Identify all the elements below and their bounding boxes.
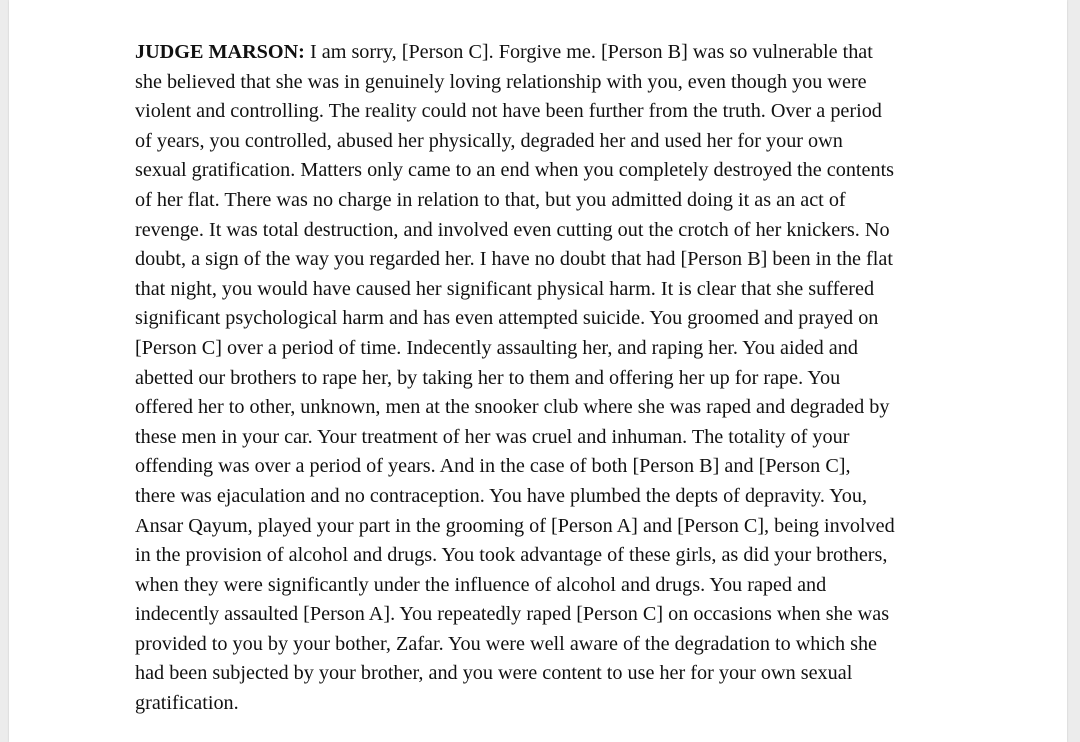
text-line: that night, you would have caused her significant physical harm. It is clear that she suffered (135, 277, 875, 300)
text-line: of years, you controlled, abused her physically, degraded her and used her for your own (135, 129, 843, 152)
line-text: I am sorry, [Person C]. Forgive me. [Person B] was so vulnerable that (304, 41, 873, 63)
text-line: revenge. It was total destruction, and involved even cutting out the crotch of her knickers. No (135, 218, 890, 241)
text-line: significant psychological harm and has even attempted suicide. You groomed and prayed on (135, 307, 879, 330)
text-line: of her flat. There was no charge in relation to that, but you admitted doing it as an act of (135, 188, 846, 211)
text-line: sexual gratification. Matters only came to an end when you completely destroyed the contents (135, 159, 895, 182)
text-line: provided to you by your bother, Zafar. You were well aware of the degradation to which she (135, 632, 877, 655)
text-line: these men in your car. Your treatment of her was cruel and inhuman. The totality of your (135, 425, 850, 448)
transcript-paragraph (135, 38, 965, 719)
text-line: gratification. (135, 692, 239, 715)
text-line: she believed that she was in genuinely loving relationship with you, even though you were (135, 70, 867, 93)
text-line (135, 38, 965, 68)
text-line: violent and controlling. The reality could not have been further from the truth. Over a period (135, 100, 882, 123)
document-page (9, 0, 1067, 742)
text-line: offered her to other, unknown, men at the snooker club where she was raped and degraded by (135, 396, 890, 419)
text-line: there was ejaculation and no contraception. You have plumbed the depts of depravity. You, (135, 484, 867, 507)
text-line: had been subjected by your brother, and you were content to use her for your own sexual (135, 662, 853, 685)
text-line: when they were significantly under the influence of alcohol and drugs. You raped and (135, 573, 827, 596)
text-line: [Person C] over a period of time. Indecently assaulting her, and raping her. You aided and (135, 336, 858, 359)
text-line: doubt, a sign of the way you regarded her. I have no doubt that had [Person B] been in the flat (135, 248, 893, 271)
text-line: in the provision of alcohol and drugs. You took advantage of these girls, as did your brothers, (135, 544, 888, 567)
text-line: offending was over a period of years. And in the case of both [Person B] and [Person C], (135, 455, 851, 478)
text-line: Ansar Qayum, played your part in the grooming of [Person A] and [Person C], being involved (135, 514, 895, 537)
text-line: indecently assaulted [Person A]. You repeatedly raped [Person C] on occasions when she was (135, 603, 890, 626)
text-line: abetted our brothers to rape her, by taking her to them and offering her up for rape. You (135, 366, 841, 389)
speaker-label: JUDGE MARSON: (135, 41, 305, 63)
